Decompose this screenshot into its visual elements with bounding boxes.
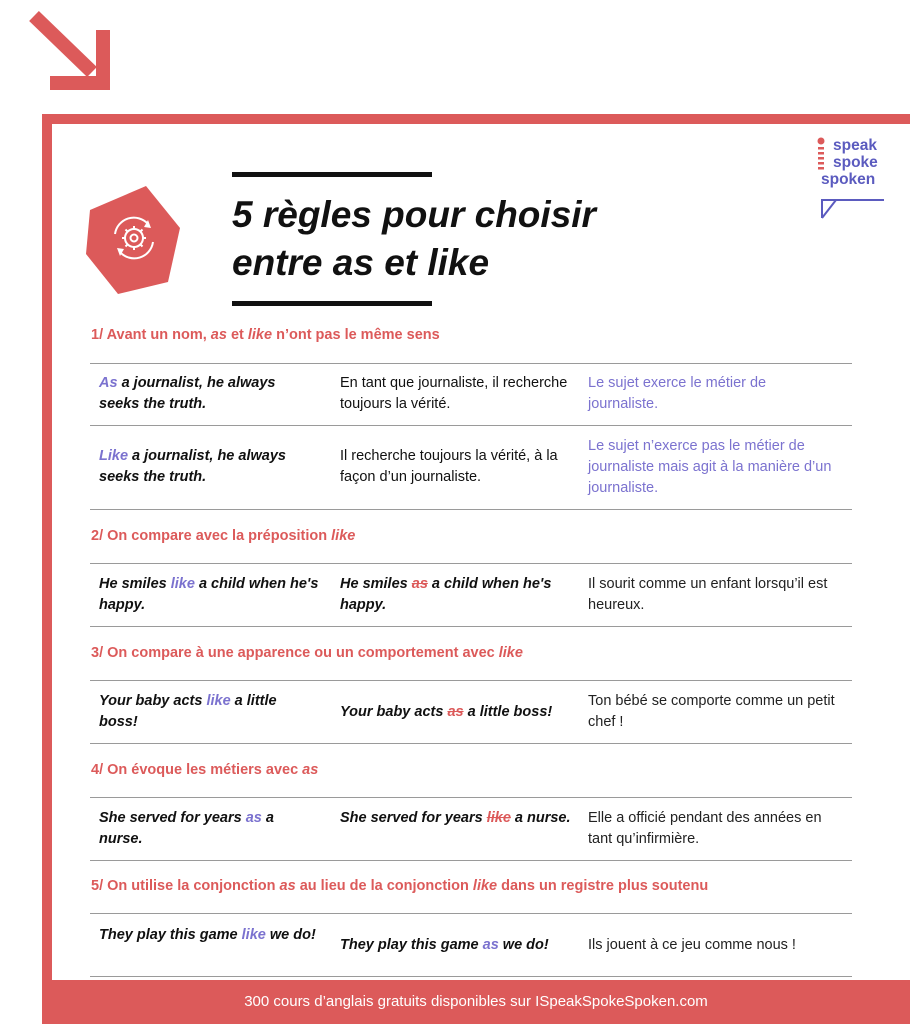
- divider: [90, 976, 852, 977]
- arrow-icon: [26, 10, 112, 92]
- keyword: Like: [99, 448, 129, 464]
- rule-3-wrong-example: [340, 702, 575, 723]
- rule-1-heading-like: like: [247, 327, 273, 343]
- divider: [90, 626, 852, 627]
- rule-2-wrong-example: [340, 574, 575, 616]
- rule-1-row-1-french: En tant que journaliste, il recherche toujours la vérité.: [340, 375, 568, 412]
- sentence-end: we do!: [265, 927, 316, 943]
- rule-1-row-1-note: Le sujet exerce le métier de journaliste.: [588, 375, 767, 412]
- rule-3-heading-text: 3/ On compare à une apparence ou un comportement avec: [91, 645, 499, 661]
- rule-5-heading: [91, 878, 708, 894]
- keyword: as: [482, 937, 499, 953]
- rule-2-heading: [91, 528, 355, 544]
- rule-1-row-2-note: Le sujet n’exerce pas le métier de journaliste mais agit à la manière d’un journaliste.: [588, 438, 832, 496]
- rule-2-heading-text: 2/ On compare avec la préposition: [91, 528, 332, 544]
- sentence-start: He smiles: [340, 576, 412, 592]
- logo-word-speak: speak: [833, 137, 877, 154]
- sentence-end: a child when he's happy.: [99, 576, 319, 613]
- rule-3-translation: Ton bébé se comporte comme un petit chef !: [588, 693, 835, 730]
- sentence-start: He smiles: [99, 576, 171, 592]
- rule-5-heading-like: like: [472, 878, 498, 894]
- sentence-end: a child when he's happy.: [340, 576, 552, 613]
- sentence-end: a little boss!: [99, 693, 277, 730]
- rule-5-correct-example: [99, 925, 319, 946]
- struck-keyword: as: [447, 704, 464, 720]
- title-bar-top: [232, 172, 432, 177]
- rule-1-row-2-french: Il recherche toujours la vérité, à la façon d’un journaliste.: [340, 448, 558, 485]
- rule-5-formal-example: [340, 935, 575, 956]
- sentence-start: She served for years: [99, 810, 246, 826]
- footer-text: 300 cours d’anglais gratuits disponibles sur ISpeakSpokeSpoken.com: [244, 993, 708, 1010]
- rule-1-heading-as: as: [210, 327, 227, 343]
- sentence-rest: a journalist, he always seeks the truth.: [99, 448, 286, 485]
- sentence-end: we do!: [498, 937, 549, 953]
- sentence-start: She served for years: [340, 810, 487, 826]
- sentence-end: a nurse.: [99, 810, 274, 847]
- sentence-start: They play this game: [99, 927, 242, 943]
- divider: [90, 797, 852, 798]
- divider: [90, 425, 852, 426]
- rule-3-correct-example: [99, 691, 319, 733]
- rule-4-heading: [91, 762, 318, 778]
- page-title-line1: 5 règles pour choisir: [232, 194, 596, 235]
- rule-4-translation: Elle a officié pendant des années en tant qu’infirmière.: [588, 810, 822, 847]
- rule-4-heading-as: as: [302, 762, 319, 778]
- rule-2-correct-example: [99, 574, 319, 616]
- rule-4-heading-text: 4/ On évoque les métiers avec: [91, 762, 303, 778]
- divider: [90, 509, 852, 510]
- sentence-end: a little boss!: [463, 704, 553, 720]
- keyword: like: [170, 576, 195, 592]
- rule-5-heading-as: as: [279, 878, 296, 894]
- sentence-rest: a journalist, he always seeks the truth.: [99, 375, 276, 412]
- rule-1-heading-mid: et: [226, 327, 248, 343]
- keyword: As: [99, 375, 118, 391]
- title-bar-bottom: [232, 301, 432, 306]
- rule-5-heading-text: 5/ On utilise la conjonction: [91, 878, 280, 894]
- sentence-start: They play this game: [340, 937, 483, 953]
- rule-1-row-2-english: [99, 446, 319, 488]
- rule-1-heading-end: n’ont pas le même sens: [272, 327, 440, 343]
- rule-4-wrong-example: [340, 808, 575, 829]
- divider: [90, 563, 852, 564]
- keyword: like: [241, 927, 266, 943]
- logo-word-spoke: spoke: [833, 154, 878, 171]
- rule-2-heading-like: like: [331, 528, 356, 544]
- sentence-start: Your baby acts: [99, 693, 207, 709]
- sentence-start: Your baby acts: [340, 704, 448, 720]
- rule-4-correct-example: [99, 808, 319, 850]
- struck-keyword: like: [486, 810, 511, 826]
- rule-3-heading-like: like: [498, 645, 523, 661]
- page-title: [232, 191, 792, 287]
- rule-1-heading: [91, 327, 440, 343]
- rule-3-heading: [91, 645, 523, 661]
- keyword: like: [206, 693, 231, 709]
- rule-1-row-1-english: [99, 373, 319, 415]
- settings-gear-icon: [84, 182, 184, 296]
- page-title-line2: entre as et like: [232, 242, 490, 283]
- struck-keyword: as: [411, 576, 428, 592]
- divider: [90, 680, 852, 681]
- rule-2-translation: Il sourit comme un enfant lorsqu’il est heureux.: [588, 576, 828, 613]
- rule-5-heading-end: dans un registre plus soutenu: [497, 878, 709, 894]
- rule-5-heading-mid: au lieu de la conjonction: [295, 878, 473, 894]
- divider: [90, 913, 852, 914]
- rule-5-translation: Ils jouent à ce jeu comme nous !: [588, 937, 796, 953]
- logo-word-spoken: spoken: [821, 171, 876, 188]
- rule-1-heading-text: 1/ Avant un nom,: [91, 327, 211, 343]
- divider: [90, 743, 852, 744]
- sentence-end: a nurse.: [510, 810, 571, 826]
- divider: [90, 363, 852, 364]
- keyword: as: [245, 810, 262, 826]
- divider: [90, 860, 852, 861]
